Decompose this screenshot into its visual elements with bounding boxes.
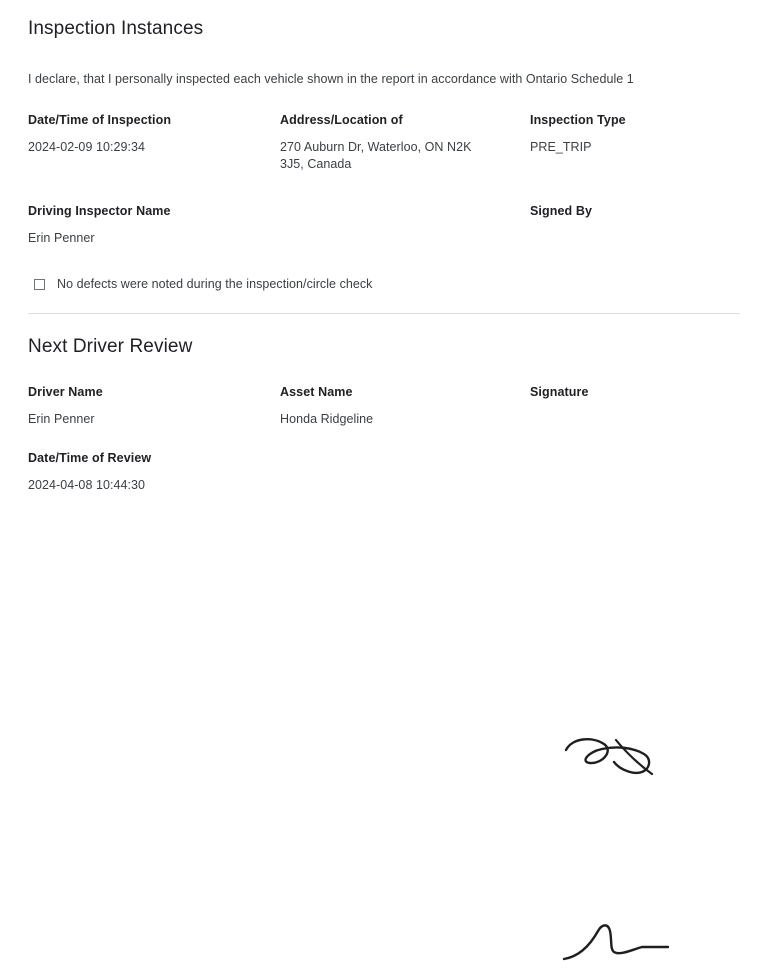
datetime-label: Date/Time of Inspection — [28, 113, 172, 127]
datetime-value: 2024-02-09 10:29:34 — [28, 140, 146, 154]
asset-name-label: Asset Name — [280, 385, 353, 399]
inspector-value: Erin Penner — [28, 231, 95, 245]
review-spacer — [280, 450, 530, 494]
review-spacer-2 — [530, 450, 735, 494]
section-divider — [28, 313, 740, 314]
page-title: Inspection Instances — [28, 18, 204, 39]
inspection-row-1 — [28, 112, 740, 173]
review-datetime-label: Date/Time of Review — [28, 451, 152, 465]
field-address-location — [280, 112, 530, 173]
checkbox-icon[interactable] — [34, 279, 45, 290]
inspection-type-value: PRE_TRIP — [530, 140, 592, 154]
signed-by-label: Signed By — [530, 204, 593, 218]
next-driver-review-title: Next Driver Review — [28, 336, 193, 357]
review-row-2 — [28, 450, 740, 494]
inspector-label: Driving Inspector Name — [28, 204, 171, 218]
review-row-1 — [28, 384, 740, 428]
no-defects-checkbox-row[interactable] — [28, 277, 740, 291]
asset-name-value: Honda Ridgeline — [280, 412, 374, 426]
field-spacer — [280, 203, 530, 247]
field-asset-name — [280, 384, 530, 428]
next-driver-review-section — [28, 336, 740, 494]
declaration-text: I declare, that I personally inspected each vehicle shown in the report in accordance with Ontario Schedule 1 — [28, 72, 634, 86]
review-datetime-value: 2024-04-08 10:44:30 — [28, 478, 146, 492]
field-datetime-of-review — [28, 450, 280, 494]
field-driver-name — [28, 384, 280, 428]
field-driving-inspector-name — [28, 203, 280, 247]
review-details-grid — [28, 384, 740, 494]
next-driver-signature-image — [558, 913, 678, 973]
driver-name-label: Driver Name — [28, 385, 103, 399]
inspection-row-2 — [28, 203, 740, 247]
field-signature — [530, 384, 735, 428]
inspector-signature-image — [558, 730, 668, 790]
field-signed-by — [530, 203, 735, 247]
field-inspection-type — [530, 112, 735, 173]
inspection-type-label: Inspection Type — [530, 113, 626, 127]
address-label: Address/Location of — [280, 113, 403, 127]
no-defects-label: No defects were noted during the inspection/circle check — [57, 277, 373, 291]
signature-label: Signature — [530, 385, 589, 399]
address-value: 270 Auburn Dr, Waterloo, ON N2K 3J5, Canada — [280, 140, 472, 171]
inspection-details-grid — [28, 112, 740, 247]
field-datetime-of-inspection — [28, 112, 280, 173]
driver-name-value: Erin Penner — [28, 412, 95, 426]
